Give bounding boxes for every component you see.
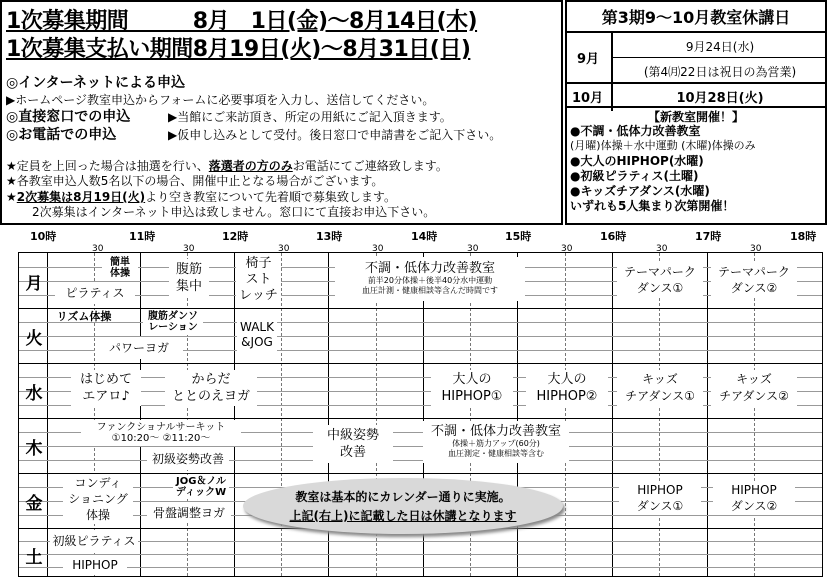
class-mon-fuchou-sub: 前半20分体操＋後半40分水中運動 血圧計測・健康相談等含んだ時間です [362, 276, 498, 295]
phone-text: ▶仮申し込みとして受付。後日窓口で申請書をご記入下さい。 [168, 128, 502, 142]
hour-label: 18時 [790, 230, 817, 243]
new-class-1-detail: (月曜)体操＋水中運動 (木曜)体操のみ [570, 139, 756, 152]
oct-label: 10月 [572, 91, 604, 106]
window-text: ▶当館にご来訪頂き、所定の用紙にご記入頂きます。 [168, 110, 452, 124]
note-second-a: ★ [6, 190, 17, 204]
class-wed-karada: からだ ととのえヨガ [165, 370, 257, 406]
hour-label: 10時 [30, 230, 57, 243]
class-thu-functional: ファンクショナルサーキット ①10:20～ ②11:20～ [81, 420, 241, 446]
class-wed-kids1: キッズ チアダンス① [617, 370, 703, 406]
class-tue-walk: WALK &JOG [237, 319, 277, 351]
note-window-only: 2次募集はインターネット申込は致しません。窓口にて直接お申込下さい。 [32, 205, 436, 219]
half-hour-label: 30 [372, 244, 384, 254]
hour-label: 12時 [222, 230, 249, 243]
day-friday: 金 [25, 494, 43, 514]
hour-label: 14時 [411, 230, 438, 243]
class-sat-hiphop: HIPHOP [63, 555, 127, 575]
class-thu-fuchou-sub: 体操＋筋力アップ(60分) 血圧測定・健康相談等含む [448, 439, 544, 458]
class-fri-cond: コンディ ショニング 体操 [63, 474, 133, 524]
new-class-1: ●不調・低体力改善教室 [570, 124, 701, 138]
recruitment-info-box [0, 0, 563, 225]
class-mon-fuchou [335, 257, 525, 301]
class-mon-kantan: 簡単 体操 [102, 254, 138, 281]
notice-line1: 教室は基本的にカレンダー通りに実施。 [295, 490, 511, 504]
note-second-b: 2次募集は8月19日(火) [16, 190, 146, 204]
class-thu-chukyu: 中級姿勢 改善 [313, 425, 393, 463]
note-lottery-b: 落選者の方のみ [208, 159, 293, 173]
day-saturday: 土 [25, 548, 43, 568]
class-wed-hiphop1: 大人の HIPHOP① [431, 370, 513, 406]
class-mon-theme2: テーマパーク ダンス② [711, 263, 797, 297]
class-mon-theme1: テーマパーク ダンス① [617, 263, 703, 297]
class-mon-fukkin: 腹筋 集中 [169, 259, 209, 297]
new-classes-title: 【新教室開催！】 [647, 110, 744, 124]
sep-date: 9月24日(水) [685, 40, 755, 54]
half-hour-label: 30 [467, 244, 479, 254]
new-class-4: ●キッズチアダンス(水曜) [570, 184, 710, 198]
new-class-footer: いずれも5人集まり次第開催！ [570, 199, 735, 213]
day-tuesday: 火 [25, 329, 43, 349]
note-minimum: ★各教室申込人数5名以下の場合、開催中止となる場合がございます。 [6, 174, 384, 188]
window-heading: ◎直接窓口での申込 [6, 109, 131, 125]
period1-heading: 1次募集期間 8月 1日(金)～8月14日(木) [6, 9, 478, 34]
new-class-3: ●初級ピラティス(土曜) [570, 169, 699, 183]
class-tue-power: パワーヨガ [95, 337, 183, 359]
hour-label: 16時 [600, 230, 627, 243]
class-wed-hiphop2: 大人の HIPHOP② [526, 370, 608, 406]
divider [611, 57, 825, 58]
hour-label: 17時 [695, 230, 722, 243]
timetable [0, 228, 828, 579]
class-mon-isu: 椅子 スト レッチ [236, 254, 281, 306]
hour-label: 15時 [505, 230, 532, 243]
sep-label: 9月 [577, 52, 600, 67]
closure-days-box [565, 0, 827, 225]
class-tue-rhythm: リズム体操 [52, 310, 116, 322]
phone-heading: ◎お電話での申込 [6, 127, 117, 143]
note-lottery-c: お電話にてご連絡致します。 [292, 159, 448, 173]
half-hour-label: 30 [92, 244, 104, 254]
class-fri-jog: JOG＆ノル ディックW [173, 475, 229, 499]
divider [611, 31, 613, 111]
divider [567, 31, 825, 33]
internet-heading: ◎インターネットによる申込 [6, 75, 185, 91]
class-tue-fukkin-dance: 腹筋ダンソ レーション [143, 309, 203, 335]
divider [567, 82, 825, 84]
note-second-c: より空き教室について先着順で募集致します。 [145, 190, 396, 204]
class-sat-pilates: 初級ピラティス [50, 530, 138, 552]
new-class-2: ●大人のHIPHOP(水曜) [570, 154, 704, 168]
half-hour-label: 30 [750, 244, 762, 254]
period2-heading: 1次募集支払い期間8月19日(火)～8月31日(日) [6, 37, 471, 62]
class-wed-aero: はじめて エアロ♪ [71, 370, 141, 406]
note-lottery-a: ★定員を上回った場合は抽選を行い、 [6, 159, 209, 173]
half-hour-label: 30 [656, 244, 668, 254]
class-thu-fuchou-title: 不調・低体力改善教室 [430, 424, 561, 439]
hour-label: 13時 [316, 230, 343, 243]
calendar-notice [243, 478, 563, 534]
oct-date: 10月28日(火) [676, 91, 764, 106]
class-fri-hiphop1: HIPHOP ダンス① [619, 481, 701, 515]
day-wednesday: 水 [25, 384, 43, 404]
half-hour-label: 30 [183, 244, 195, 254]
sep-note: (第4㈪22日は祝日の為営業) [643, 65, 797, 79]
class-mon-fuchou-title: 不調・低体力改善教室 [364, 261, 495, 276]
class-fri-kotsuban: 骨盤調整ヨガ [147, 503, 231, 523]
half-hour-label: 30 [561, 244, 573, 254]
class-mon-pilates: ピラティス [55, 282, 135, 304]
internet-text: ▶ホームページ教室申込からフォームに必要事項を入力し、送信してください。 [6, 93, 435, 107]
notice-line2: 上記(右上)に記載した日は休講となります [289, 509, 517, 523]
class-wed-kids2: キッズ チアダンス② [711, 370, 797, 406]
class-thu-shokyu: 初級姿勢改善 [147, 448, 229, 470]
day-monday: 月 [25, 274, 43, 294]
class-thu-fuchou [423, 421, 569, 463]
day-thursday: 木 [25, 439, 43, 459]
half-hour-label: 30 [278, 244, 290, 254]
closure-title: 第3期9～10月教室休講日 [601, 8, 791, 27]
hour-label: 11時 [129, 230, 156, 243]
class-fri-hiphop2: HIPHOP ダンス② [713, 481, 795, 515]
